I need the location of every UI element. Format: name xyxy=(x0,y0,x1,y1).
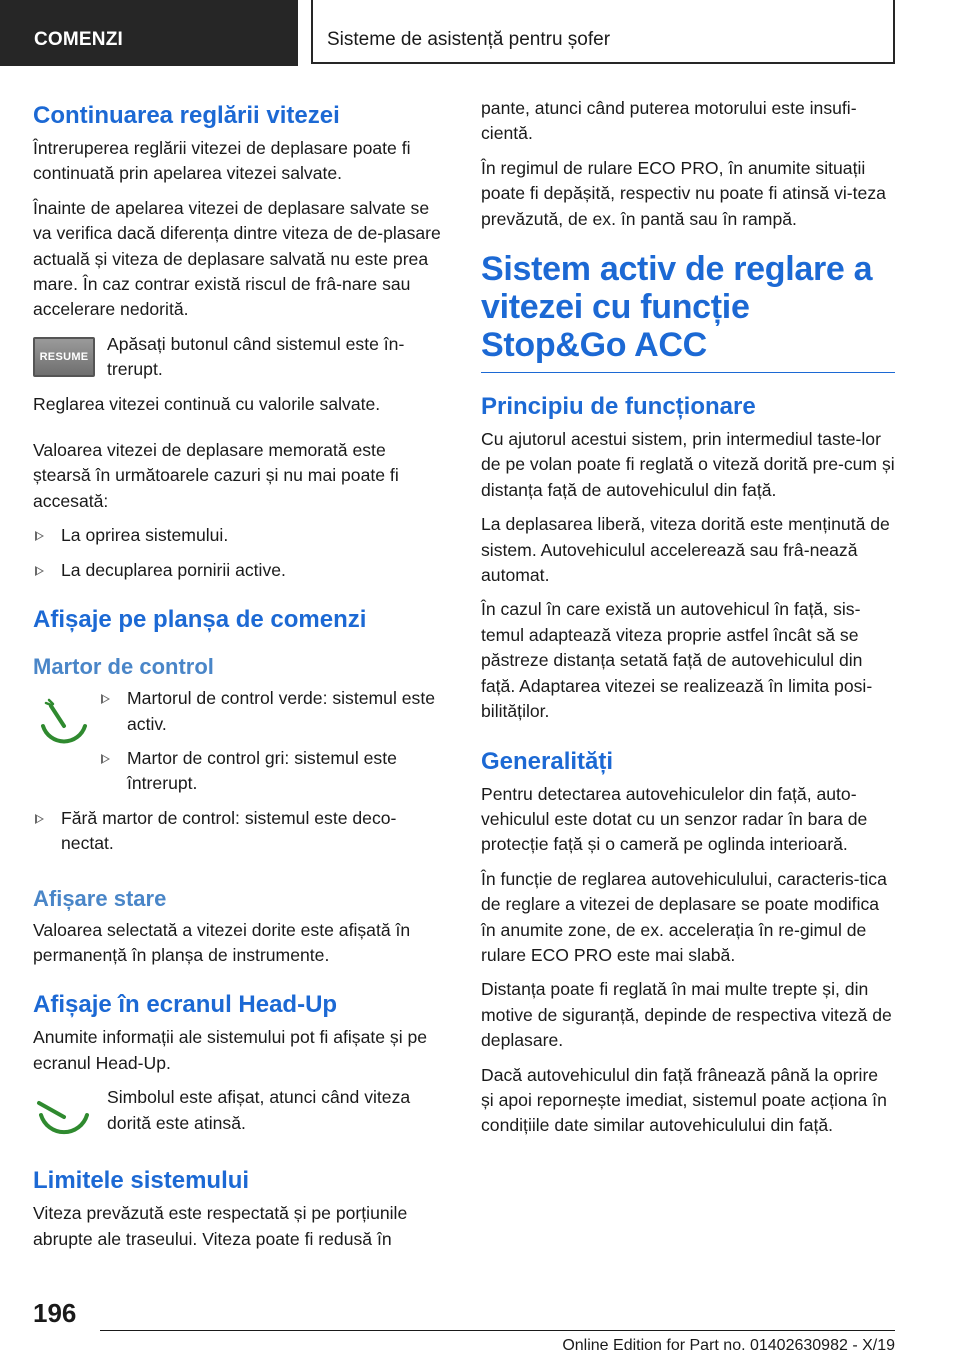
heading-limitele: Limitele sistemului xyxy=(33,1167,250,1195)
paragraph: În regimul de rulare ECO PRO, în anumite situații poate fi depășită, respectiv nu poate fi atinsă vi-teza prevăzută, de ex. în pantă sau în rampă. xyxy=(481,157,886,229)
martor-bullets xyxy=(99,686,445,797)
left-column xyxy=(33,100,445,1261)
heading-afisaje: Afișaje pe planșa de comenzi xyxy=(33,606,367,634)
list-item: Fără martor de control: sistemul este deco-nectat. xyxy=(33,806,445,857)
chapter-title: Sisteme de asistență pentru șofer xyxy=(311,0,895,64)
right-column xyxy=(481,96,895,1148)
list-item: Martor de control gri: sistemul este întrerupt. xyxy=(99,746,445,797)
resume-text: Apăsați butonul când sistemul este în-trerupt. xyxy=(107,333,405,380)
paragraph: Pentru detectarea autovehiculelor din față, auto-vehiculul este dotat cu un senzor radar în bara de protecție față și o cameră pe oglinda interioară. xyxy=(481,783,868,855)
section-tab: COMENZI xyxy=(0,0,298,66)
bullet-list xyxy=(33,523,445,583)
headup-icon-row xyxy=(33,1085,445,1153)
heading-continuarea: Continuarea reglării vitezei xyxy=(33,102,340,129)
paragraph: Întreruperea reglării vitezei de deplasare poate fi continuată prin apelarea vitezei salvate. xyxy=(33,138,411,184)
heading-principiu: Principiu de funcționare xyxy=(481,393,756,421)
footer-divider xyxy=(100,1330,895,1331)
paragraph: Distanța poate fi reglată în mai multe trepte și, din motive de siguranță, depinde de respectiva viteză de deplasare. xyxy=(481,979,892,1051)
heading-martor: Martor de control xyxy=(33,654,214,680)
paragraph: Dacă autovehiculul din față frânează până la oprire și apoi repornește imediat, sistemul poate acționa în condițiile date similar autovehiculului din față. xyxy=(481,1064,887,1136)
heading-afisare-stare: Afișare stare xyxy=(33,885,167,911)
list-item: La decuplarea pornirii active. xyxy=(33,558,445,583)
triangle-bullet-icon xyxy=(35,566,44,576)
paragraph: Anumite informații ale sistemului pot fi afișate și pe ecranul Head-Up. xyxy=(33,1027,428,1073)
martor-icon-row xyxy=(33,686,445,797)
heading-head-up: Afișaje în ecranul Head-Up xyxy=(33,991,338,1019)
heading-generalitati: Generalități xyxy=(481,747,614,775)
resume-instruction xyxy=(33,332,445,383)
paragraph: Valoarea vitezei de deplasare memorată este ștearsă în următoarele cazuri și nu mai poate fi accesată: xyxy=(33,440,399,511)
headup-speed-reached-icon xyxy=(33,1091,95,1153)
triangle-bullet-icon xyxy=(101,754,110,764)
paragraph: pante, atunci când puterea motorului este insufi-cientă. xyxy=(481,98,857,144)
paragraph: Cu ajutorul acestui sistem, prin intermediul taste-lor de pe volan poate fi reglată o viteză dorită pre-cum și distanța față de autovehiculul din față. xyxy=(481,429,895,500)
paragraph: În cazul în care există un autovehicul în față, sis-temul adaptează viteza proprie astfel încât să se păstreze distanța setată față de autovehiculul din față. Adaptarea vitezei se realizează în limita posi-bilităților. xyxy=(481,599,873,722)
list-item: La oprirea sistemului. xyxy=(33,523,445,548)
paragraph: La deplasarea liberă, viteza dorită este menținută de sistem. Autovehiculul accelerează sau frâ-nează automat. xyxy=(481,514,890,586)
bullet-list xyxy=(33,806,445,857)
triangle-bullet-icon xyxy=(35,814,44,824)
paragraph: În funcție de reglarea autovehiculului, caracteris-tica de reglare a vitezei de deplasare se poate modifica în anumite zone, de ex. accelerația în re-gimul de rulare ECO PRO este mai slabă. xyxy=(481,868,887,965)
section-title: Sistem activ de reglare a vitezei cu funcție Stop&Go ACC xyxy=(481,250,873,365)
list-item: Martorul de control verde: sistemul este activ. xyxy=(99,686,445,737)
section-title-block xyxy=(481,250,895,373)
triangle-bullet-icon xyxy=(35,531,44,541)
paragraph: Reglarea vitezei continuă cu valorile salvate. xyxy=(33,393,381,414)
headup-icon-text: Simbolul este afișat, atunci când viteza dorită este atinsă. xyxy=(107,1087,411,1133)
paragraph: Viteza prevăzută este respectată și pe porțiunile abrupte ale traseului. Viteza poate fi redusă în xyxy=(33,1203,408,1249)
acc-indicator-green-icon xyxy=(33,694,95,756)
paragraph: Înainte de apelarea vitezei de deplasare salvate se va verifica dacă diferența dintre viteza de de-plasare actuală și viteza de deplasare salvată nu este prea mare. În caz contrar există riscul de frâ-nare sau accelerare nedorită. xyxy=(33,197,441,320)
triangle-bullet-icon xyxy=(101,694,110,704)
page-number: 196 xyxy=(33,1298,77,1328)
footer-edition: Online Edition for Part no. 01402630982 - X/19 xyxy=(562,1337,895,1354)
page-header xyxy=(0,0,960,66)
resume-button-icon: RESUME xyxy=(33,337,95,377)
paragraph: Valoarea selectată a vitezei dorite este afișată în permanență în planșa de instrumente. xyxy=(33,919,411,965)
